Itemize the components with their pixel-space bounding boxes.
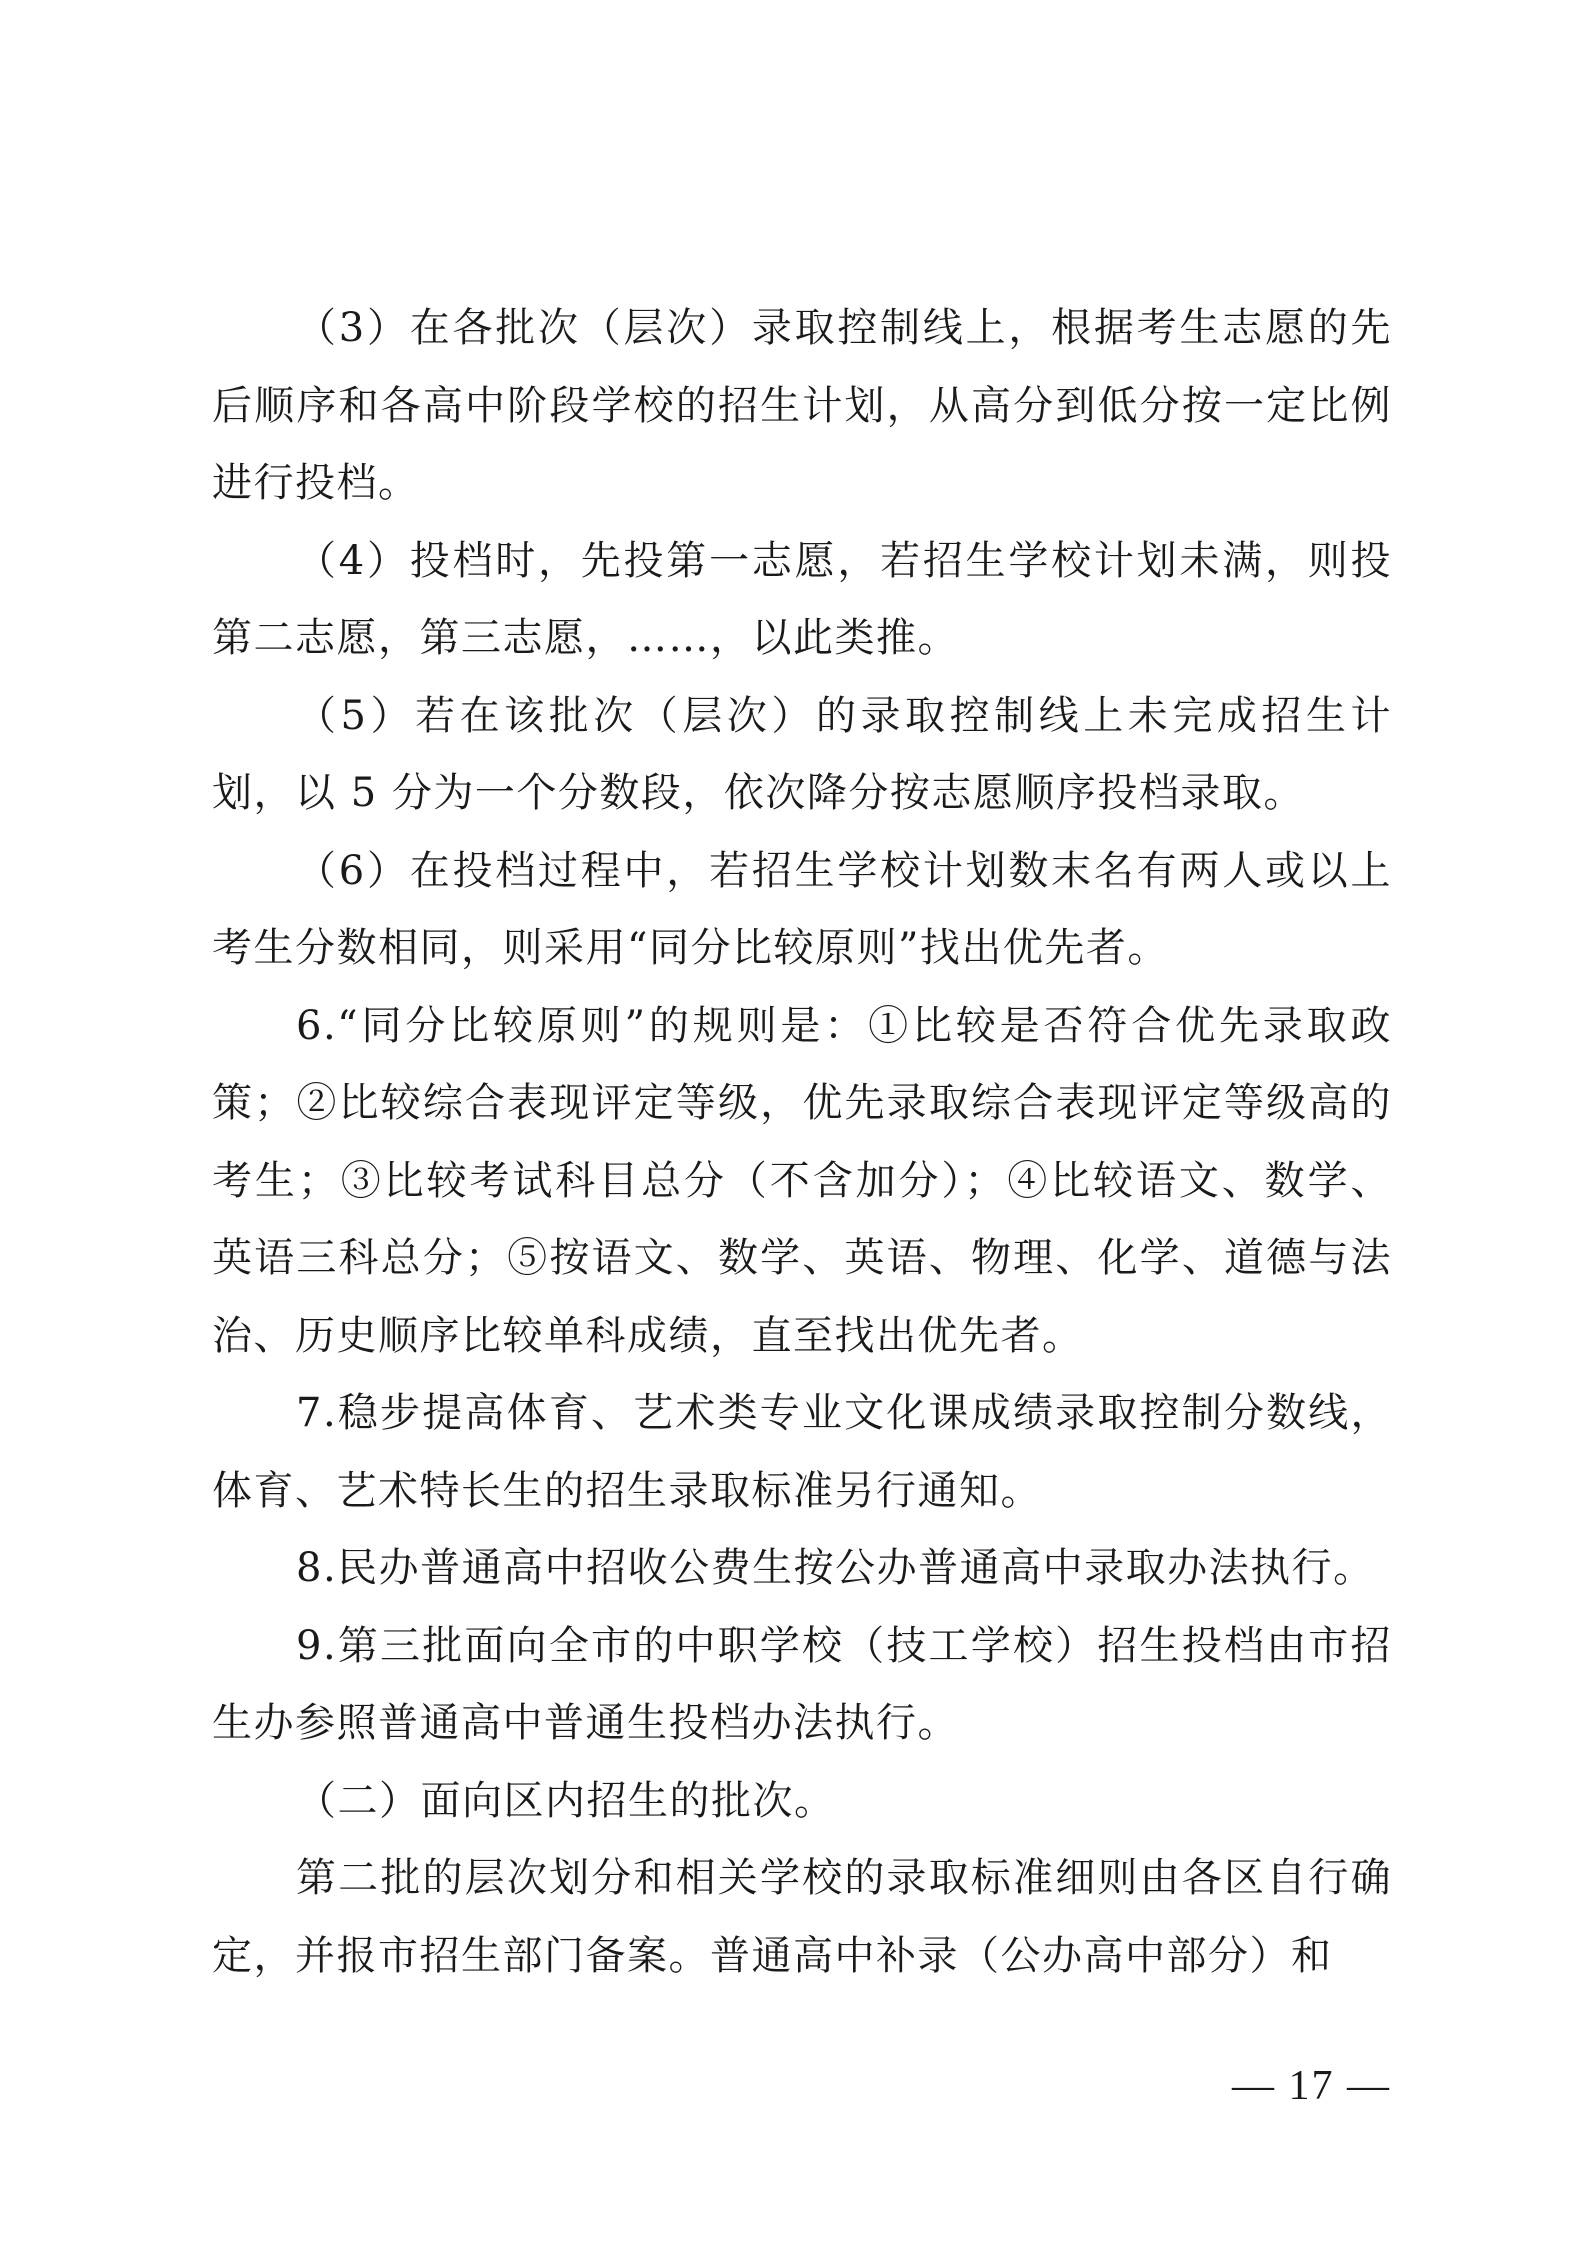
paragraph-rule-9: 9.第三批面向全市的中职学校（技工学校）招生投档由市招生办参照普通高中普通生投档办法执行。 [212,1622,1392,1746]
paragraph-item-5: （5）若在该批次（层次）的录取控制线上未完成招生计划，以 5 分为一个分数段，依次降分按志愿顺序投档录取。 [212,692,1392,816]
section-heading-2: （二）面向区内招生的批次。 [296,1777,836,1824]
paragraph-item-6: （6）在投档过程中，若招生学校计划数末名有两人或以上考生分数相同，则采用“同分比较原则”找出优先者。 [212,847,1392,971]
paragraph-rule-6: 6.“同分比较原则”的规则是：①比较是否符合优先录取政策；②比较综合表现评定等级，优先录取综合表现评定等级高的考生；③比较考试科目总分（不含加分）；④比较语文、数学、英语三科总分；⑤按语文、数学、英语、物理、化学、道德与法治、历史顺序比较单科成绩，直至找出优先者。 [212,1002,1392,1359]
paragraph-item-4: （4）投档时，先投第一志愿，若招生学校计划未满，则投第二志愿，第三志愿，……，以此类推。 [212,537,1392,661]
paragraph-district-batch: 第二批的层次划分和相关学校的录取标准细则由各区自行确定，并报市招生部门备案。普通高中补录（公办高中部分）和 [212,1855,1392,1979]
paragraph-rule-8: 8.民办普通高中招收公费生按公办普通高中录取办法执行。 [296,1545,1375,1591]
document-body [212,290,1392,1995]
page-number: — 17 — [1232,2063,1391,2109]
paragraph-rule-7: 7.稳步提高体育、艺术类专业文化课成绩录取控制分数线，体育、艺术特长生的招生录取标准另行通知。 [212,1390,1392,1514]
paragraph-item-3: （3）在各批次（层次）录取控制线上，根据考生志愿的先后顺序和各高中阶段学校的招生计划，从高分到低分按一定比例进行投档。 [212,305,1392,506]
